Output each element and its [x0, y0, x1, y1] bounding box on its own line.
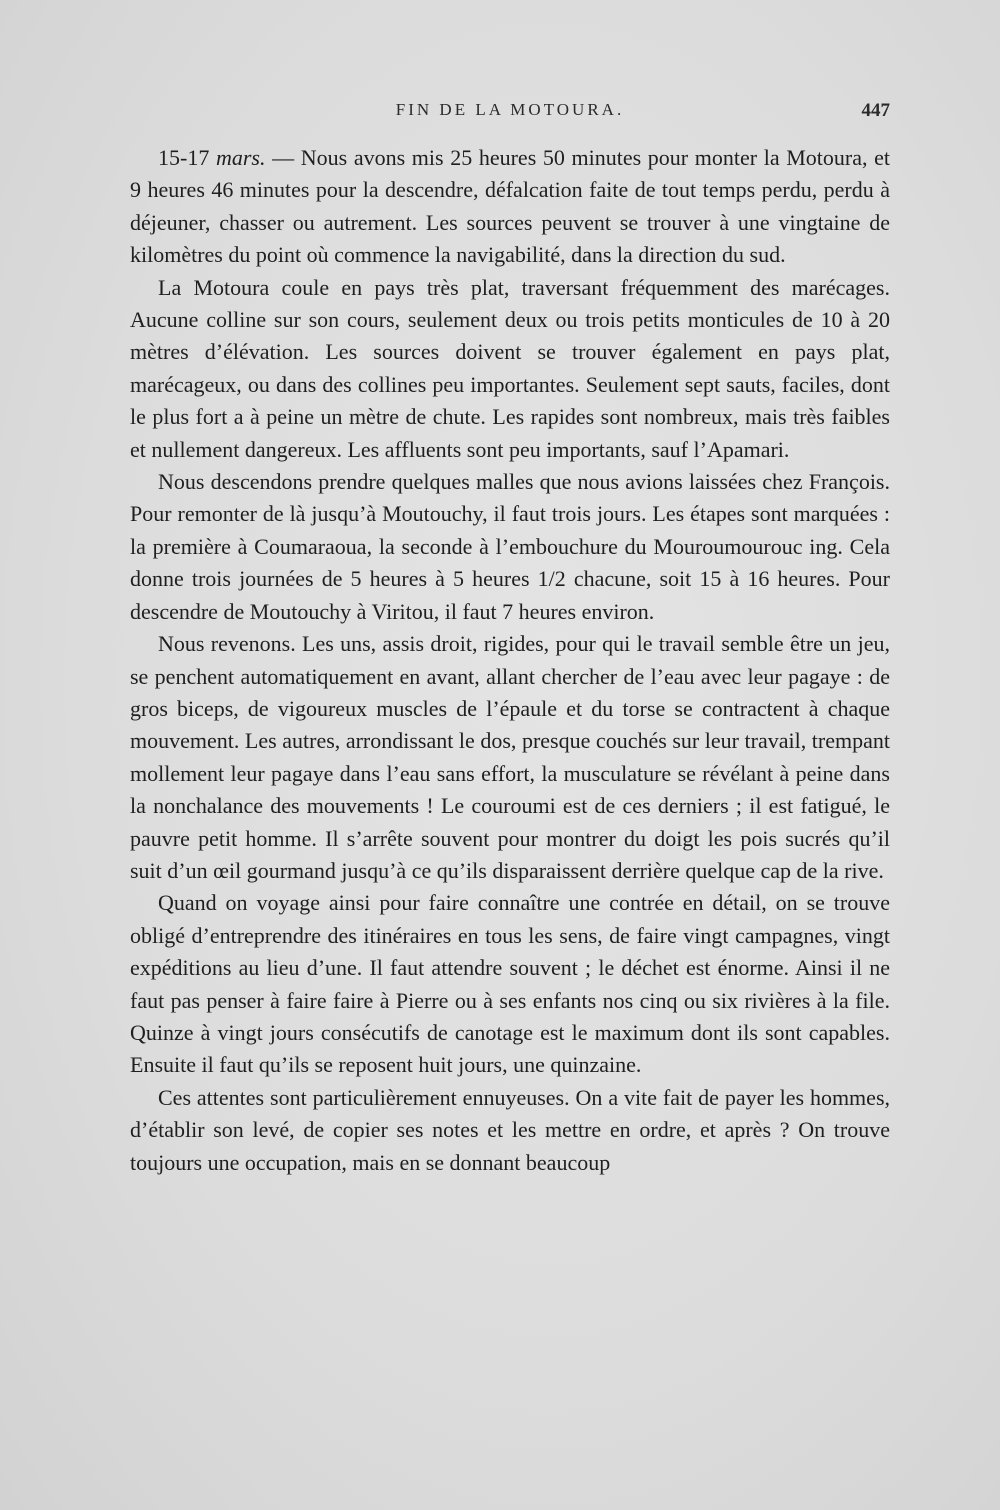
page-number: 447	[861, 100, 890, 121]
running-head: FIN DE LA MOTOURA.	[395, 100, 625, 119]
paragraph-1	[130, 142, 890, 272]
page-header	[130, 100, 890, 130]
paragraph-6: Ces attentes sont particulièrement ennuyeuses. On a vite fait de payer les hommes, d’établir son levé, de copier ses notes et les mettre en ordre, et après ? On trouve toujours une occupation, mais en se donnant beaucoup	[130, 1084, 890, 1175]
paragraph-3: Nous descendons prendre quelques malles que nous avions laissées chez François. Pour remonter de là jusqu’à Moutouchy, il faut trois jours. Les étapes sont marquées : la première à Coumaraoua, la seconde à l’embouchure du Mouroumourouc ing. Cela donne trois journées de 5 heures à 5 heures 1/2 chacune, soit 15 à 16 heures. Pour descendre de Moutouchy à Viritou, il faut 7 heures environ.	[130, 469, 890, 624]
paragraph-4: Nous revenons. Les uns, assis droit, rigides, pour qui le travail semble être un jeu, se penchent automatiquement en avant, allant chercher de l’eau avec leur pagaye : de gros biceps, de vigoureux muscles de l’épaule et du torse se contractent à chaque mouvement. Les autres, arrondissant le dos, presque couchés sur leur travail, trempant mollement leur pagaye dans l’eau sans effort, la musculature se révélant à peine dans la nonchalance des mouvements ! Le couroumi est de ces derniers ; il est fatigué, le pauvre petit homme. Il s’arrête souvent pour montrer du doigt les pois sucrés qu’il suit d’un œil gourmand jusqu’à ce qu’ils disparaissent derrière quelque cap de la rive.	[130, 631, 890, 883]
paragraph-1-text: — Nous avons mis 25 heures 50 minutes pour monter la Motoura, et 9 heures 46 minutes pour la descendre, défalcation faite de tout temps perdu, perdu à déjeuner, chasser ou autrement. Les sources peuvent se trouver à une vingtaine de kilomètres du point où commence la navigabilité, dans la direction du sud.	[130, 145, 890, 268]
paragraph-5: Quand on voyage ainsi pour faire connaître une contrée en détail, on se trouve obligé d’entreprendre des itinéraires en tous les sens, de faire vingt campagnes, vingt expéditions au lieu d’une. Il faut attendre souvent ; le déchet est énorme. Ainsi il ne faut pas penser à faire faire à Pierre ou à ses enfants nos cinq ou six rivières à la file. Quinze à vingt jours consécutifs de canotage est le maximum dont ils sont capables. Ensuite il faut qu’ils se reposent huit jours, une quinzaine.	[130, 890, 890, 1078]
body-text	[130, 142, 890, 1179]
entry-month: mars.	[215, 145, 266, 170]
paragraph-2: La Motoura coule en pays très plat, traversant fréquemment des marécages. Aucune colline sur son cours, seulement deux ou trois petits monticules de 10 à 20 mètres d’élévation. Les sources doivent se trouver également en pays plat, marécageux, ou dans des collines peu importantes. Seulement sept sauts, faciles, dont le plus fort a à peine un mètre de chute. Les rapides sont nombreux, mais très faibles et nullement dangereux. Les affluents sont peu importants, sauf l’Apamari.	[130, 274, 890, 462]
entry-date: 15-17	[158, 145, 210, 170]
